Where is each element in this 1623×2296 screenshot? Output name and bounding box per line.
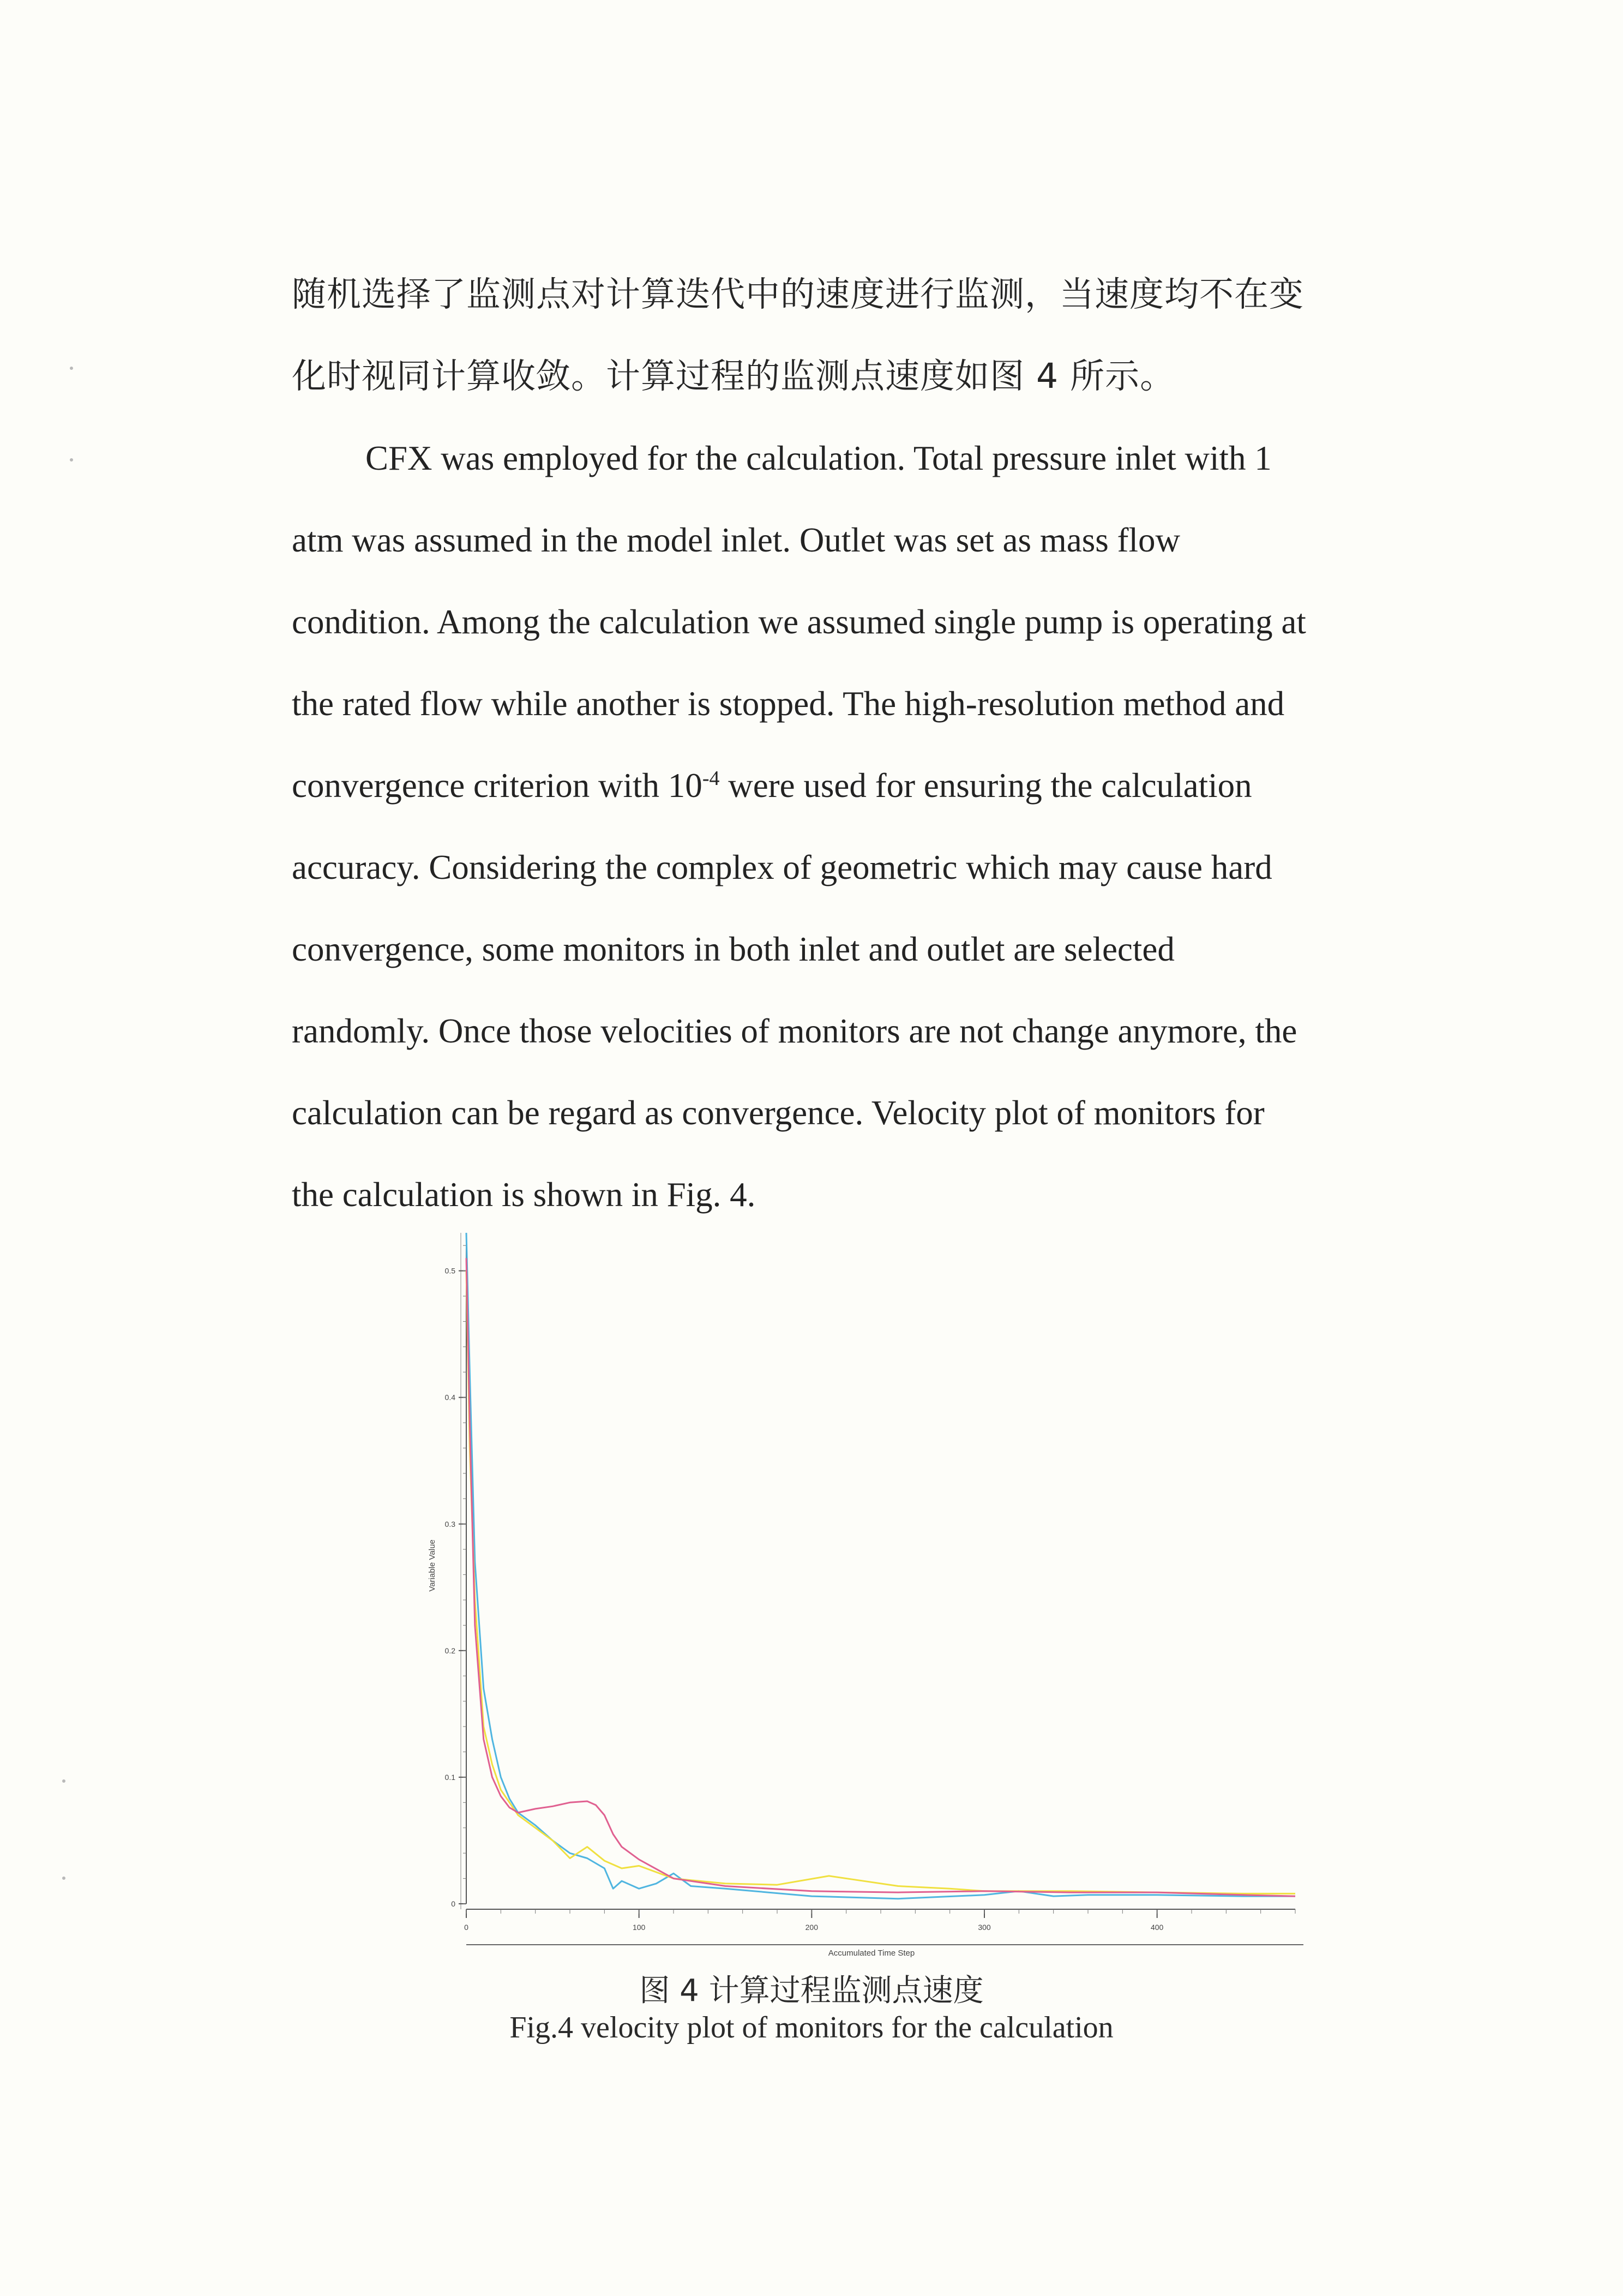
figure-caption-en: Fig.4 velocity plot of monitors for the calculation xyxy=(509,2011,1114,2045)
scan-speck xyxy=(62,1779,65,1783)
y-tick-label: 0.4 xyxy=(444,1393,455,1402)
chinese-line: 化时视同计算收敛。计算过程的监测点速度如图 4 所示。 xyxy=(292,356,1175,396)
figure-caption-cn: 图 4 计算过程监测点速度 xyxy=(639,1973,984,2009)
chinese-paragraph xyxy=(292,254,1382,417)
x-axis-label: Accumulated Time Step xyxy=(828,1949,915,1958)
english-line: calculation can be regard as convergence. Velocity plot of monitors for xyxy=(292,1094,1265,1132)
chinese-line: 随机选择了监测点对计算迭代中的速度进行监测，当速度均不在变 xyxy=(292,274,1304,314)
series-line-3 xyxy=(466,1258,1295,1896)
chart-series xyxy=(466,1233,1295,1899)
y-tick-label: 0.5 xyxy=(444,1266,455,1275)
x-tick-label: 100 xyxy=(632,1923,646,1932)
scan-speck xyxy=(62,1877,65,1880)
x-tick-label: 200 xyxy=(805,1923,819,1932)
x-tick-label: 400 xyxy=(1150,1923,1164,1932)
english-line: randomly. Once those velocities of monitors are not change anymore, the xyxy=(292,1012,1297,1050)
series-line-2 xyxy=(466,1271,1295,1894)
english-line: atm was assumed in the model inlet. Outlet was set as mass flow xyxy=(292,521,1180,559)
english-line: convergence, some monitors in both inlet and outlet are selected xyxy=(292,930,1175,968)
series-line-1 xyxy=(466,1233,1295,1899)
english-line-part: convergence criterion with 10 xyxy=(292,766,702,805)
english-line: the rated flow while another is stopped. The high-resolution method and xyxy=(292,685,1285,723)
y-axis-label: Variable Value xyxy=(428,1539,437,1592)
english-line: the calculation is shown in Fig. 4. xyxy=(292,1176,756,1214)
english-line: CFX was employed for the calculation. Total pressure inlet with 1 xyxy=(365,439,1272,477)
figure-4 xyxy=(414,1227,1309,1969)
scan-speck xyxy=(70,367,73,370)
y-tick-label: 0 xyxy=(451,1899,455,1908)
velocity-chart xyxy=(414,1227,1309,1969)
x-tick-label: 0 xyxy=(464,1923,468,1932)
y-tick-label: 0.2 xyxy=(444,1646,455,1655)
english-paragraph xyxy=(292,417,1388,1236)
english-line: condition. Among the calculation we assumed single pump is operating at xyxy=(292,603,1306,641)
exponent: -4 xyxy=(702,767,720,790)
scan-speck xyxy=(70,458,73,461)
y-tick-label: 0.3 xyxy=(444,1519,455,1528)
english-line-part: were used for ensuring the calculation xyxy=(719,766,1252,805)
english-line xyxy=(292,745,1388,826)
y-tick-label: 0.1 xyxy=(444,1772,455,1782)
english-line: accuracy. Considering the complex of geometric which may cause hard xyxy=(292,848,1272,886)
chart-axes xyxy=(445,1233,1303,1945)
x-tick-label: 300 xyxy=(978,1923,991,1932)
